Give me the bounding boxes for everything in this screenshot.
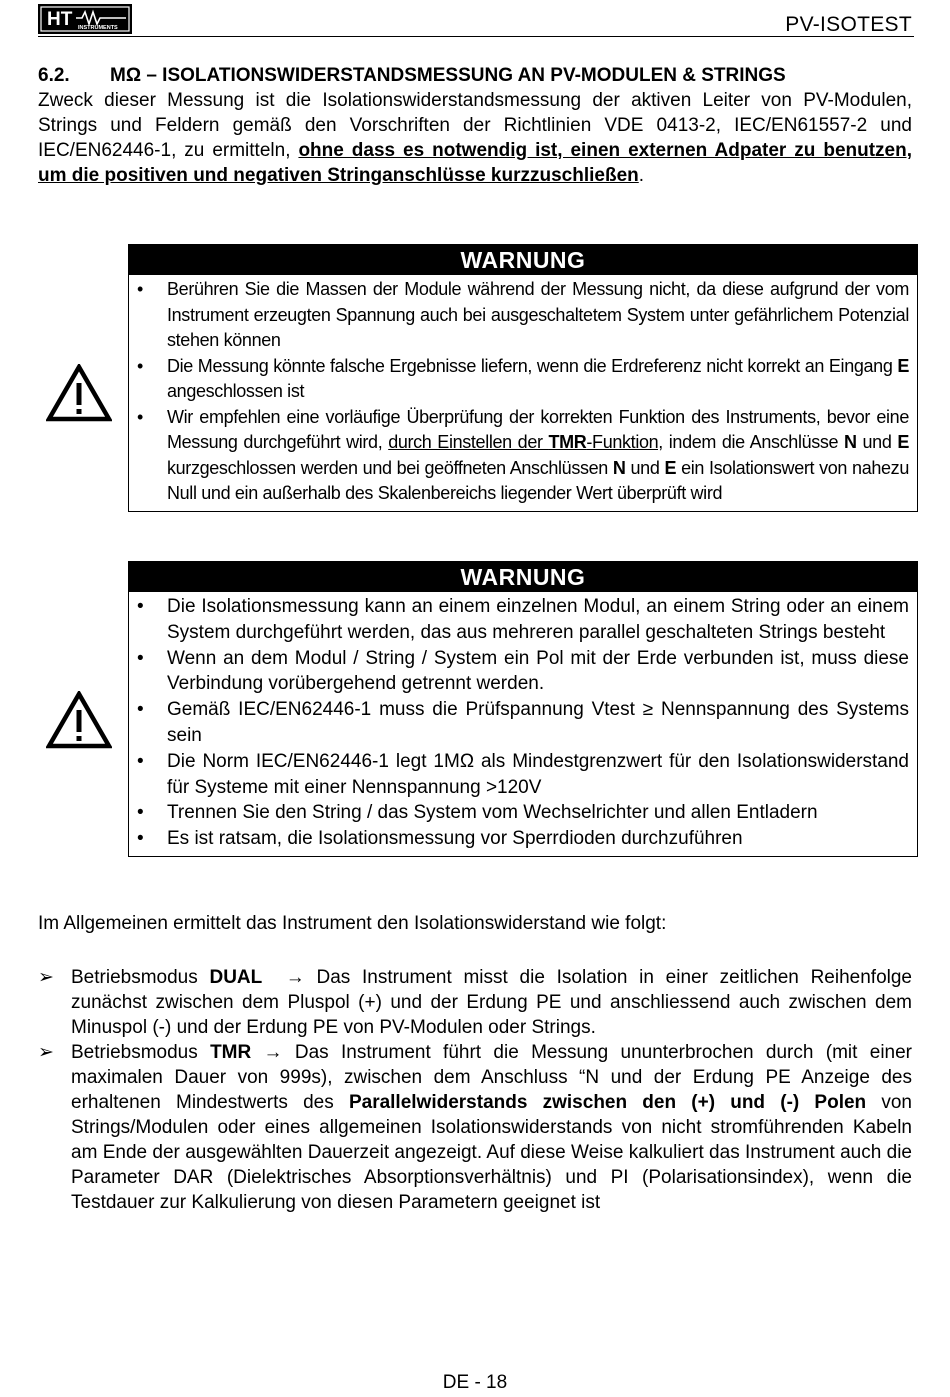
warning-item-text: angeschlossen ist (167, 381, 305, 401)
intro-emphasis: ohne dass es notwendig ist, einen externen Adpater zu benutzen, um die positiven und negativen Stringanschlüsse kurzzuschließen (38, 140, 912, 186)
mode-description: Das Instrument misst die Isolation in einer zeitlichen Reihenfolge zunächst zwischen dem Pluspol (+) und der Erdung PE und anschliessend auch zwischen dem Minuspol (-) und der Erdung PE von PV-Modulen oder Strings. (71, 967, 912, 1038)
warning-list (129, 592, 917, 856)
mode-prefix: Betriebsmodus (71, 1042, 211, 1063)
mode-description: Das Instrument führt die Messung ununterbrochen durch (mit einer maximalen Dauer von 999s), zwischen dem Anschluss “N und der Erdung PE Anzeige des erhaltenen Mindestwerts des (71, 1042, 913, 1113)
intro-text: Zweck dieser Messung ist die Isolationswiderstandsmessung der aktiven Leiter von PV-Modulen, Strings und Feldern gemäß den Vorschriften der Richtlinien VDE 0413-2, IEC/EN61557-2 und IEC/EN62446-1, zu ermitteln, (38, 90, 912, 161)
warning-block-2 (38, 561, 918, 883)
warning-title: WARNUNG (129, 562, 917, 592)
mode-name-tmr: TMR (210, 1042, 252, 1063)
arrow-bullet-icon: ➢ (38, 967, 54, 988)
warning-item-text: Berühren Sie die Massen der Module während der Messung nicht, da diese aufgrund der vom Instrument erzeugten Spannung auch bei ausgeschaltetem System unter gefährlichem Potenzial stehen können (167, 279, 909, 350)
tmr-function-link-text (388, 432, 663, 452)
mode-name-dual: DUAL (209, 967, 263, 988)
warning-item-text: und (625, 457, 665, 478)
arrow-bullet-icon: ➢ (38, 1042, 54, 1063)
document-title: PV-ISOTEST (785, 13, 912, 36)
underlined-text: durch Einstellen der (388, 432, 549, 452)
warning-item (129, 277, 909, 354)
warning-item-text: Die Messung könnte falsche Ergebnisse liefern, wenn die Erdreferenz nicht korrekt an Eingang (167, 355, 898, 376)
intro-paragraph (38, 88, 912, 188)
warning-item-text: indem die Anschlüsse (662, 432, 845, 452)
warning-item (129, 405, 909, 507)
warning-triangle-icon (46, 364, 112, 422)
right-arrow-icon: → (263, 1042, 283, 1063)
warning-box-2 (128, 561, 918, 857)
ht-instruments-logo (38, 4, 132, 34)
logo-text: HT (47, 9, 73, 30)
warning-block-1 (38, 244, 918, 537)
mode-item-dual (38, 965, 912, 1040)
warning-list (129, 275, 917, 511)
warning-item (129, 354, 909, 405)
warning-item-text: kurzgeschlossen werden und bei geöffneten Anschlüssen (167, 457, 613, 478)
mode-prefix: Betriebsmodus (71, 967, 210, 988)
mode-description: von Strings/Modulen oder eines allgemeinen Isolationswiderstands von nicht stromführenden Kabeln am Ende der ausgewählten Dauerzeit angezeigt. Auf diese Weise kalkuliert das Instrument auch die Parameter DAR (Dielektrisches Absorptionsverhältnis) und PI (Polarisationsindex), wenn die Testdauer zur Kalkulierung von diesen Parametern geeignet ist (71, 1092, 912, 1213)
section-number: 6.2. (38, 65, 70, 86)
summary-paragraph: Im Allgemeinen ermittelt das Instrument den Isolationswiderstand wie folgt: (38, 913, 667, 934)
mode-description-bold: Parallelwiderstands zwischen den (+) und (-) Polen (348, 1092, 867, 1113)
terminal-e-label: E (664, 457, 677, 478)
terminal-n-label: N (844, 432, 857, 452)
terminal-e-label: E (897, 355, 909, 376)
warning-item-text: ein Isolationswert von nahezu Null und ein außerhalb des Skalenbereichs liegender Wert überprüft wird (167, 457, 909, 503)
intro-end: . (638, 165, 645, 186)
warning-title: WARNUNG (129, 245, 917, 275)
mode-item-tmr (38, 1040, 912, 1215)
warning-item: • Die Norm IEC/EN62446-1 legt 1MΩ als Mindestgrenzwert für den Isolationswiderstand für Systeme mit einer Nennspannung >120V (129, 749, 909, 801)
terminal-n-label: N (612, 457, 626, 478)
warning-item-text: und (856, 432, 898, 452)
warning-item: • Trennen Sie den String / das System vom Wechselrichter und allen Entladern (129, 800, 909, 826)
right-arrow-icon: → (285, 967, 305, 988)
warning-item: • Die Isolationsmessung kann an einem einzelnen Modul, an einem String oder an einem System durchgeführt werden, das aus mehreren parallel geschalteten Strings besteht (129, 594, 909, 646)
section-heading (38, 64, 912, 88)
section-title: MΩ – ISOLATIONSWIDERSTANDSMESSUNG AN PV-MODULEN & STRINGS (110, 65, 786, 86)
warning-item: • Gemäß IEC/EN62446-1 muss die Prüfspannung Vtest ≥ Nennspannung des Systems sein (129, 697, 909, 749)
mode-list (38, 965, 912, 1215)
logo-subtext: INSTRUMENTS (78, 25, 118, 31)
section-6-2 (38, 64, 912, 188)
page-number: DE - 18 (442, 1372, 508, 1393)
tmr-label: TMR (548, 432, 587, 452)
warning-triangle-icon (46, 691, 112, 749)
warning-item-text: Wir empfehlen eine vorläufige Überprüfung der korrekten Funktion des Instruments, bevor eine Messung durchgeführt wird, (167, 406, 909, 452)
page-header (38, 4, 914, 37)
warning-box-1 (128, 244, 918, 512)
warning-item: • Wenn an dem Modul / String / System ein Pol mit der Erde verbunden ist, muss diese Verbindung vorübergehend getrennt werden. (129, 646, 909, 698)
terminal-e-label: E (897, 432, 909, 452)
underlined-text: -Funktion, (586, 432, 663, 452)
warning-item: • Es ist ratsam, die Isolationsmessung vor Sperrdioden durchzuführen (129, 826, 909, 852)
